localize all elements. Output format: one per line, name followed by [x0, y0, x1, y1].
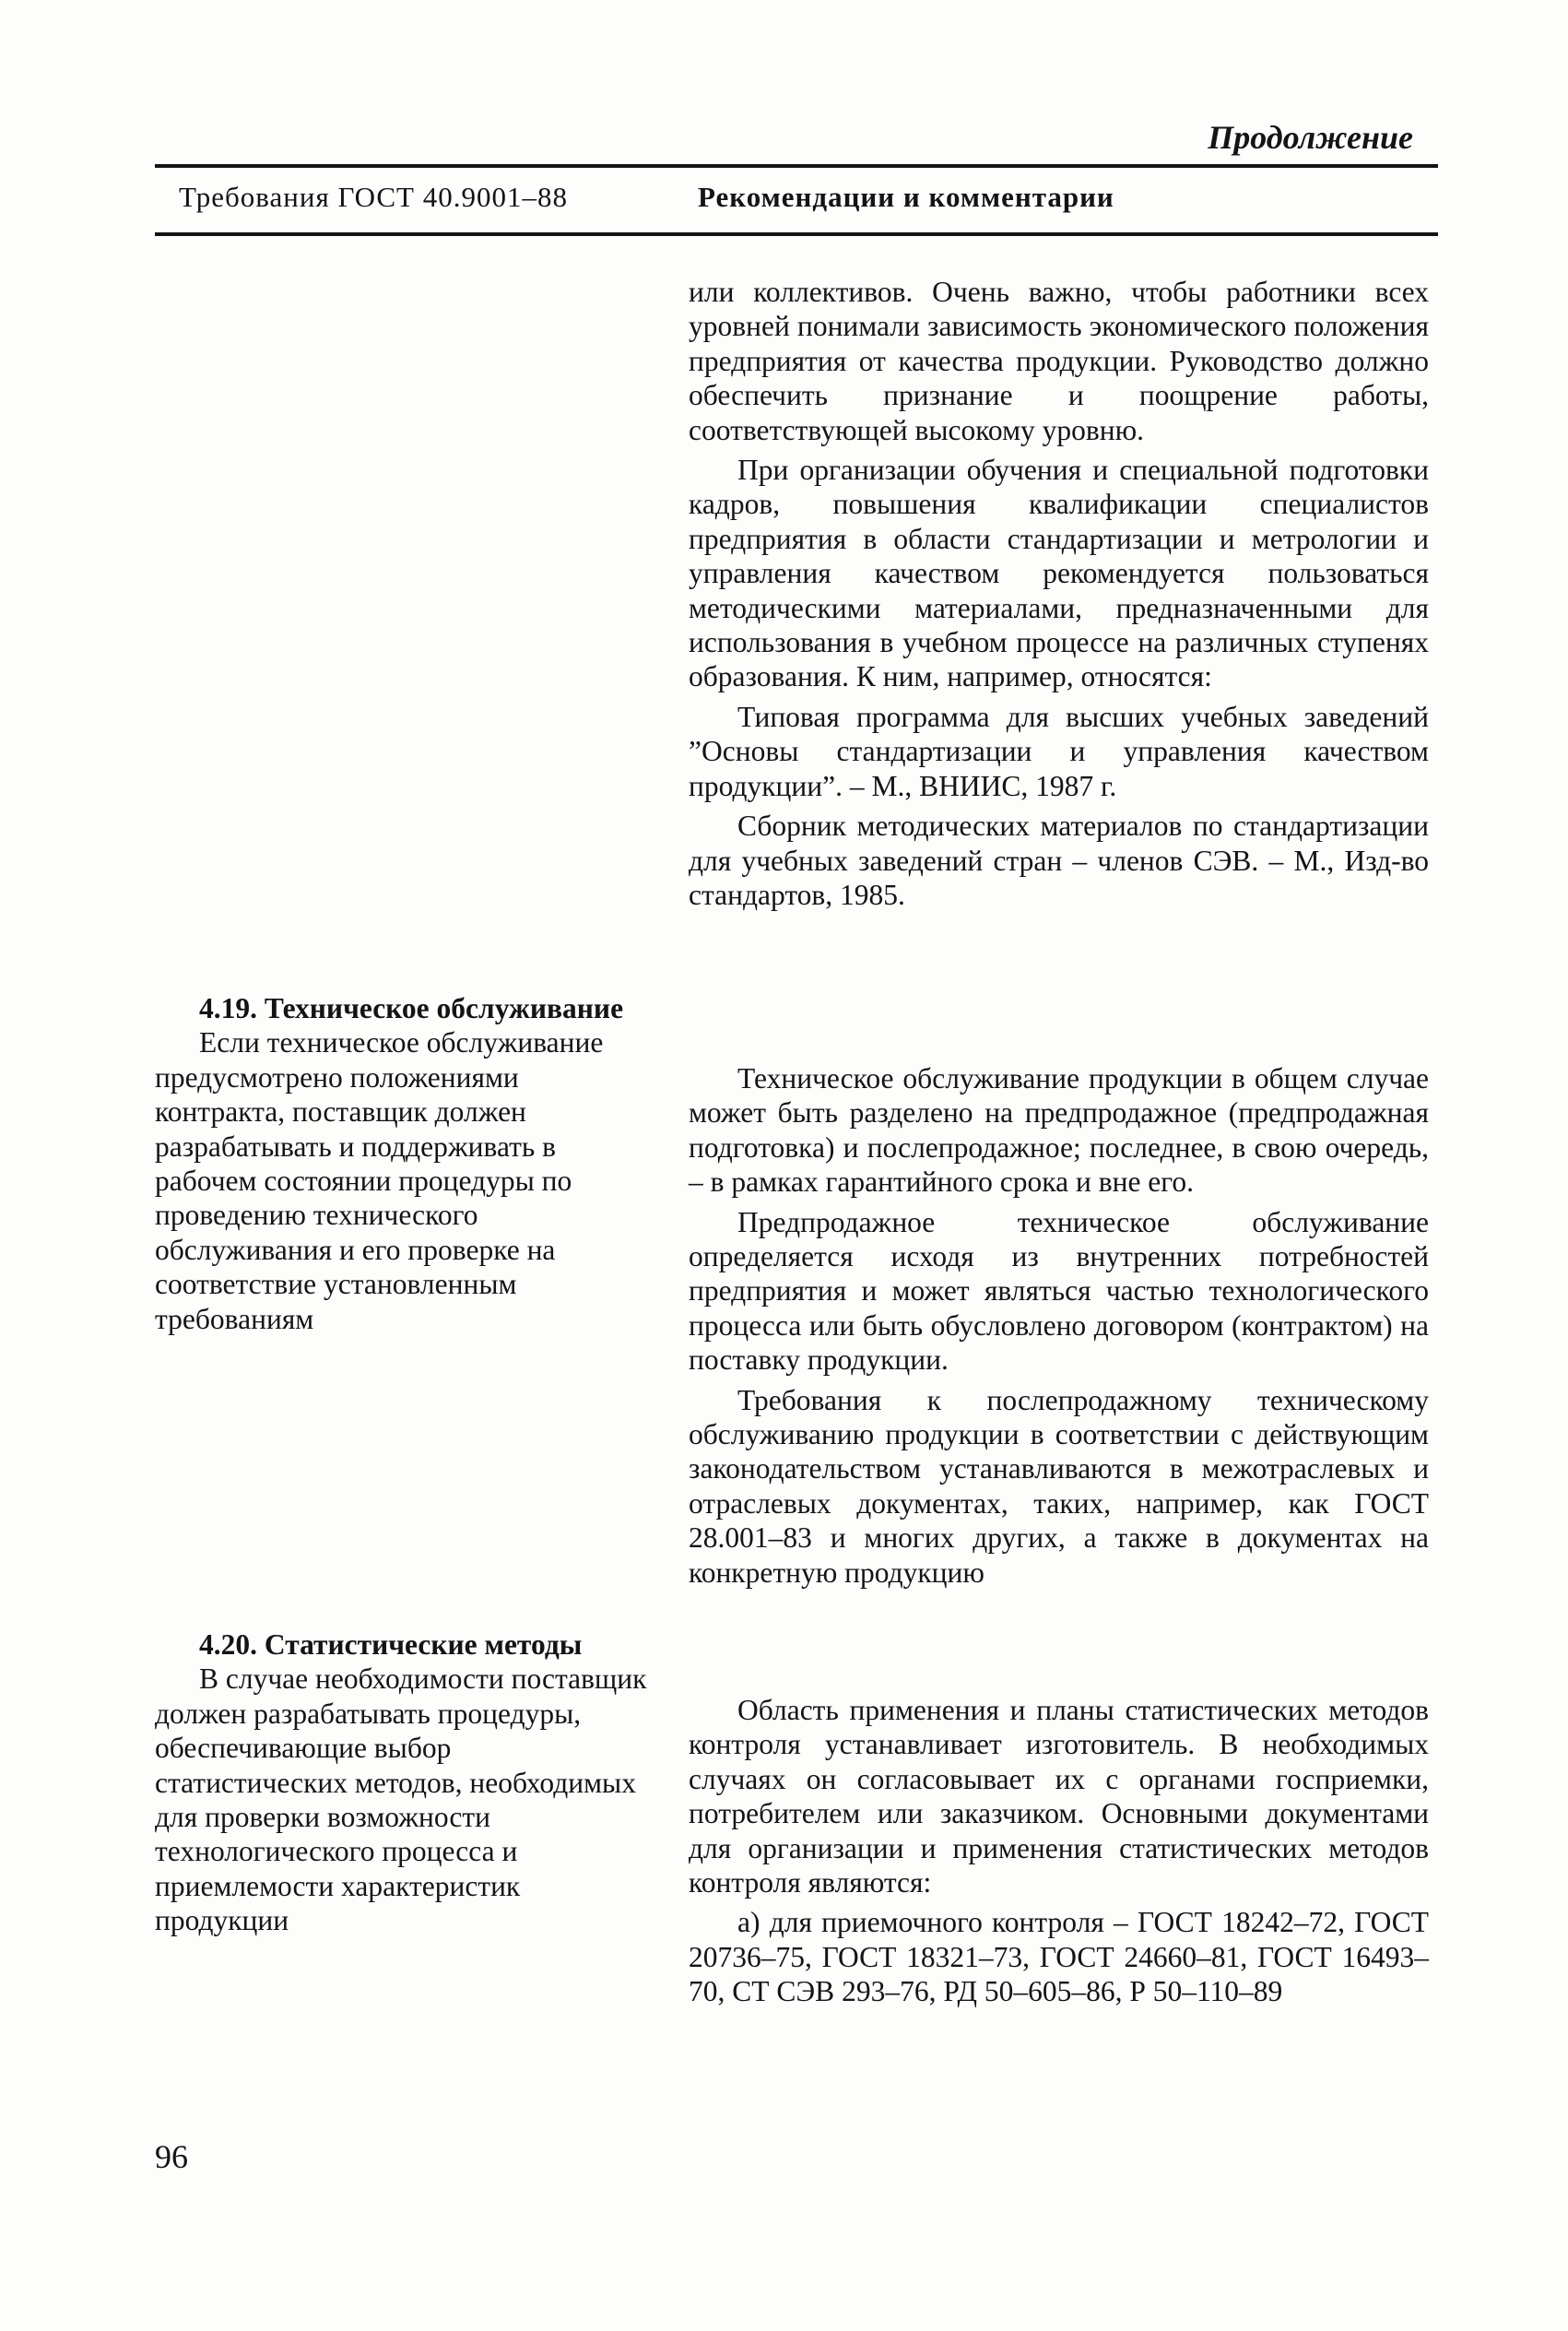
section-4-20-paragraph-2: а) для приемочного контроля – ГОСТ 18242–72, ГОСТ 20736–75, ГОСТ 18321–73, ГОСТ 24660–81, ГОСТ 16493–70, СТ СЭВ 293–76, РД 50–605–86, Р 50–110–89 [689, 1906, 1429, 2008]
section-4-19-requirement [155, 991, 647, 1336]
intro-commentary [689, 275, 1429, 917]
intro-paragraph-1: или коллективов. Очень важно, чтобы работники всех уровней понимали зависимость экономического положения предприятия от качества продукции. Руководство должно обеспечить признание и поощрение работы, соответствующей высокому уровню. [689, 276, 1429, 446]
section-4-19-heading: 4.19. Техническое обслуживание [199, 992, 624, 1024]
intro-paragraph-3: Типовая программа для высших учебных заведений ”Основы стандартизации и управления качеством продукции”. – М., ВНИИС, 1987 г. [689, 700, 1429, 802]
section-4-19-commentary [689, 1061, 1429, 1595]
section-4-20-heading: 4.20. Статистические методы [199, 1628, 583, 1661]
page-number: 96 [155, 2138, 188, 2175]
section-4-19-paragraph-3: Требования к послепродажному техническому обслуживанию продукции в соответствии с действующим законодательством устанавливаются в межотраслевых и отраслевых документах, таких, например, как ГОСТ 28.001–83 и многих других, а также в документах на конкретную продукцию [689, 1383, 1429, 1589]
section-4-19-paragraph-1: Техническое обслуживание продукции в общем случае может быть разделено на предпродажное (предпродажная подготовка) и послепродажное; последнее, в свою очередь, – в рамках гарантийного срока и вне его. [689, 1062, 1429, 1199]
section-4-20-paragraph-1: Область применения и планы статистических методов контроля устанавливает изготовитель. В необходимых случаях он согласовывает их с органами госприемки, потребителем или заказчиком. Основными документами для организации и применения статистических методов контроля являются: [689, 1694, 1429, 1899]
right-column-title: Рекомендации и комментарии [698, 181, 1114, 213]
intro-paragraph-4: Сборник методических материалов по стандартизации для учебных заведений стран – членов СЭВ. – М., Изд-во стандартов, 1985. [689, 810, 1429, 911]
section-4-19-paragraph-2: Предпродажное техническое обслуживание определяется исходя из внутренних потребностей предприятия и может являться частью технологического процесса или быть обусловлено договором (контрактом) на поставку продукции. [689, 1205, 1429, 1377]
section-4-20-requirement [155, 1627, 647, 1938]
section-4-19-requirement-text: Если техническое обслуживание предусмотрено положениями контракта, поставщик должен разрабатывать и поддерживать в рабочем состоянии процедуры по проведению технического обслуживания и его проверке на соответствие установленным требованиям [155, 1026, 604, 1335]
section-4-20-requirement-text: В случае необходимости поставщик должен разрабатывать процедуры, обеспечивающие выбор статистических методов, необходимых для проверки возможности технологического процесса и приемлемости характеристик продукции [155, 1662, 647, 1937]
header-rule-bottom [155, 232, 1438, 236]
continuation-label: Продолжение [1208, 119, 1413, 156]
section-4-20-commentary [689, 1693, 1429, 2015]
header-rule-top [155, 164, 1438, 168]
left-column-title: Требования ГОСТ 40.9001–88 [179, 181, 568, 213]
intro-paragraph-2: При организации обучения и специальной подготовки кадров, повышения квалификации специалистов предприятия в области стандартизации и метрологии и управления качеством рекомендуется пользоваться методическими материалами, предназначенными для использования в учебном процессе на различных ступенях образования. К ним, например, относятся: [689, 454, 1429, 693]
